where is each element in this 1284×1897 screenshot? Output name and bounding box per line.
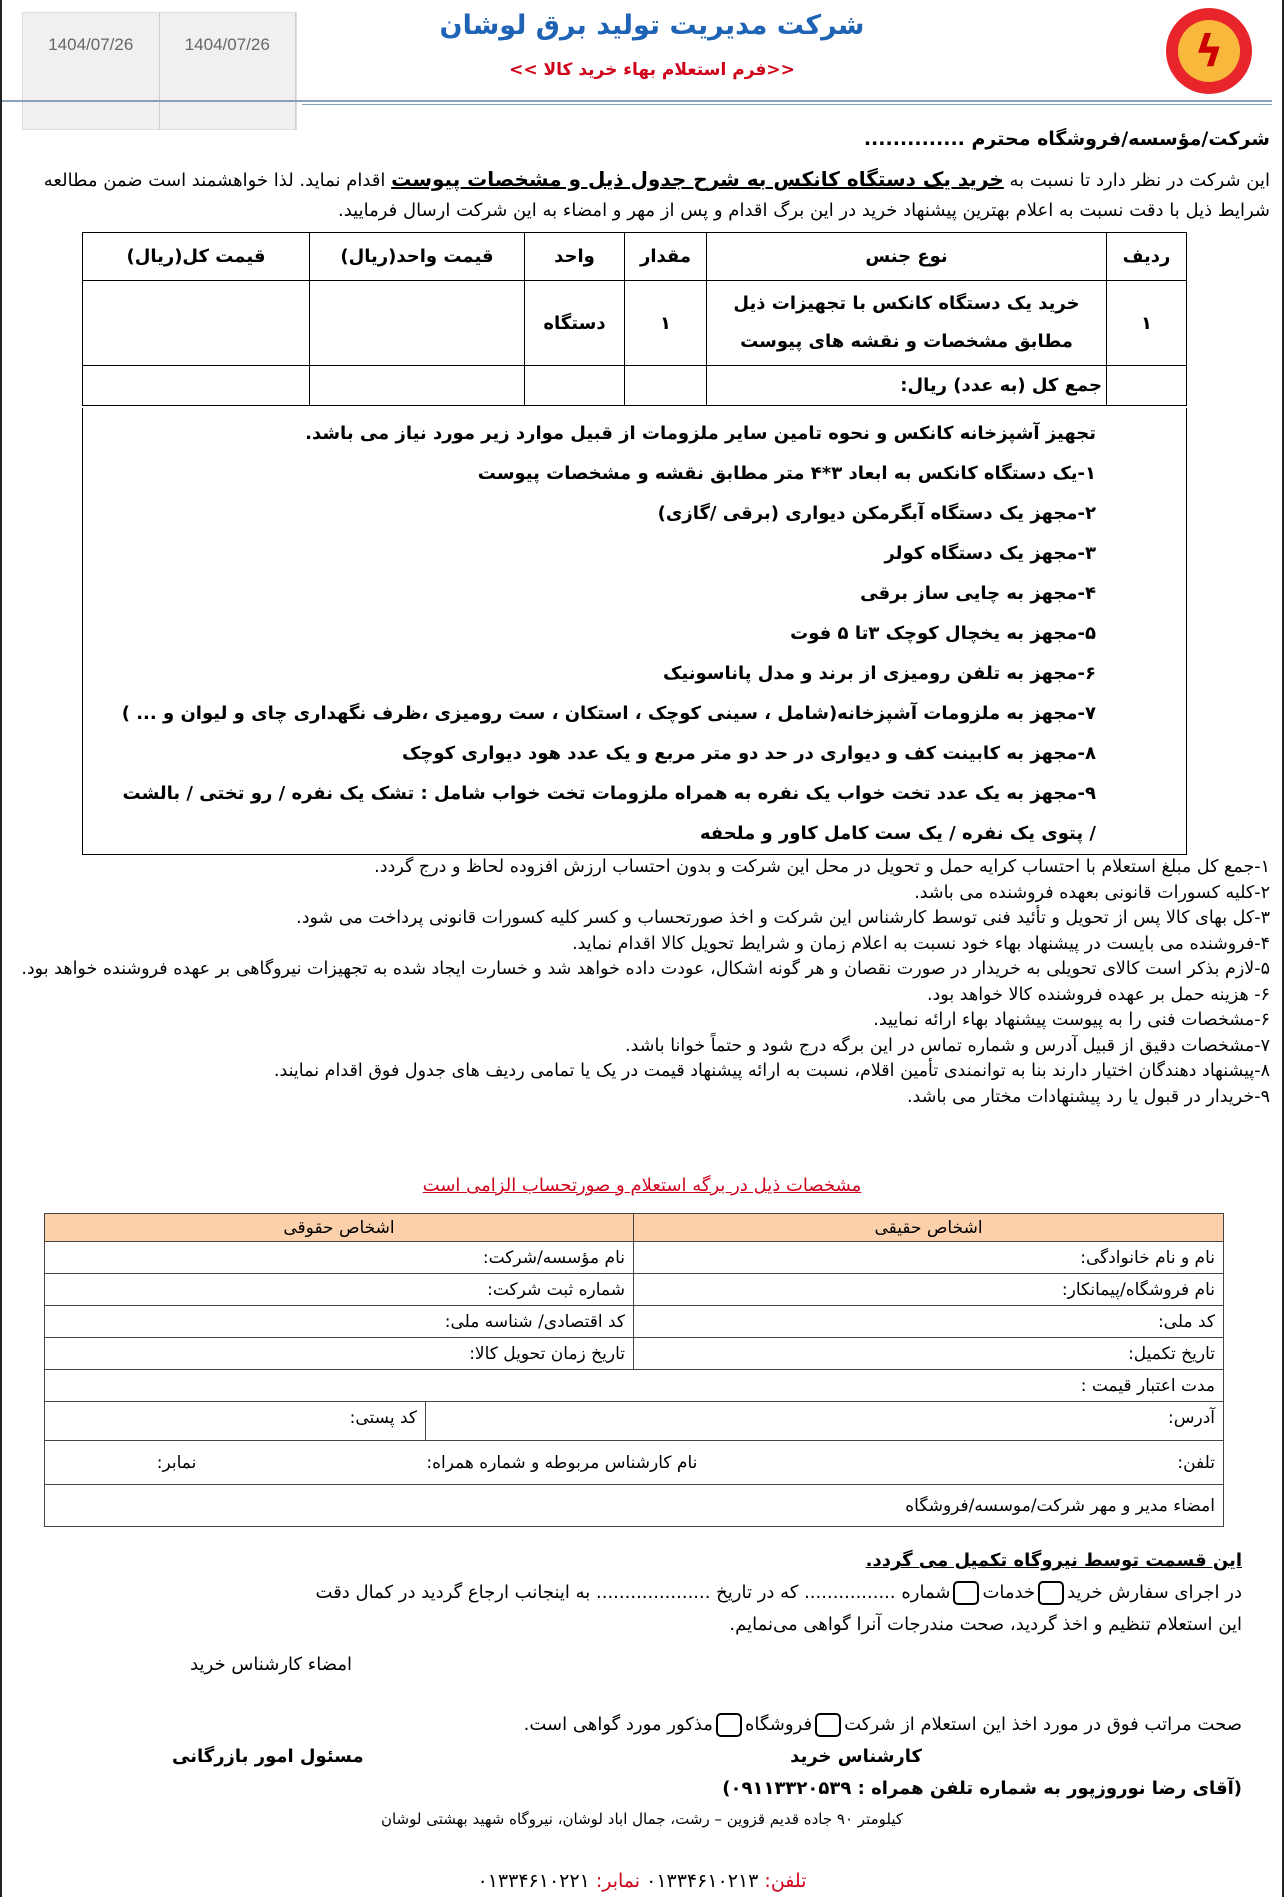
text: ۶- هزینه حمل بر عهده فروشنده کالا خواهد بود. — [926, 984, 1270, 1005]
text: ۶-مجهز به تلفن رومیزی از برند و مدل پاناسونیک — [662, 663, 1096, 684]
text: ۰۱۳۳۴۶۱۰۲۱۳ — [646, 1870, 759, 1892]
text: ۴-مجهز به چایی ساز برقی — [860, 583, 1096, 604]
text: دستگاه — [525, 281, 625, 366]
text: جمع کل (به عدد) ریال: — [707, 366, 1107, 406]
footer-address: کیلومتر ۹۰ جاده قدیم قزوین – رشت، جمال اباد لوشان، نیروگاه شهید بهشتی لوشان — [380, 1810, 904, 1828]
divider — [2, 100, 1272, 102]
signature-field: امضاء مدیر و مهر شرکت/موسسه/فروشگاه — [45, 1485, 1224, 1527]
total-row — [83, 366, 1187, 406]
text: (آقای رضا نوروزپور به شماره تلفن همراه : ۰۹۱۱۳۳۲۰۵۳۹) — [722, 1778, 1242, 1799]
text: نام کارشناس مربوطه و شماره همراه: — [426, 1452, 698, 1473]
col-header: قیمت کل(ریال) — [83, 233, 310, 281]
field[interactable]: کد ملی: — [634, 1306, 1224, 1338]
col-header: مقدار — [625, 233, 707, 281]
text: ۸-مجهز به کابینت کف و دیواری در حد دو متر مربع و یک عدد هود دیواری کوچک — [401, 743, 1096, 764]
field[interactable]: نام مؤسسه/شرکت: — [45, 1242, 634, 1274]
text: اقدام نماید. لذا خواهشمند است ضمن مطالعه شرایط ذیل با دقت نسبت به اعلام بهترین پیشنهاد خرید در این برگ اقدام و پس از مهر و امضاء به این شرکت ارسال فرمایید. — [43, 170, 1270, 221]
text: فروشگاه — [744, 1714, 813, 1735]
field: آدرس: — [425, 1402, 1223, 1440]
plant-section — [42, 1545, 1242, 1805]
field[interactable]: شماره ثبت شرکت: — [45, 1274, 634, 1306]
company-logo: ϟ — [1166, 8, 1252, 94]
items-table — [82, 232, 1187, 406]
col-header: قیمت واحد(ریال) — [310, 233, 525, 281]
text: شماره ................ که در تاریخ .................... به اینجانب ارجاع گردید در کمال دقت — [315, 1582, 951, 1603]
text: نمابر: — [156, 1452, 197, 1473]
text: مذکور مورد گواهی است. — [523, 1714, 713, 1735]
text: تجهیز آشپزخانه کانکس و نحوه تامین سایر ملزومات از قبیل موارد زیر مورد نیاز می باشد. — [305, 423, 1096, 444]
date: 1404/07/26 — [23, 13, 160, 129]
table-row — [83, 281, 1187, 366]
text: ۲-کلیه کسورات قانونی بعهده فروشنده می باشد. — [914, 882, 1270, 903]
conditions-list — [14, 855, 1270, 1110]
col-header: نوع جنس — [707, 233, 1107, 281]
text: ۹-مجهز به یک عدد تخت خواب یک نفره به همراه ملزومات تخت خواب شامل : تشک یک نفره / رو تختی / بالشت — [122, 783, 1096, 804]
field: کد پستی: — [349, 1408, 417, 1428]
field[interactable]: تاریخ تکمیل: — [634, 1338, 1224, 1370]
date-stamp — [22, 12, 297, 130]
text: ۹-خریدار در قبول یا رد پیشنهادات مختار می باشد. — [906, 1086, 1270, 1107]
text: ۳-مجهز یک دستگاه کولر — [884, 543, 1096, 564]
divider — [302, 104, 1272, 105]
text: ۱ — [1107, 281, 1187, 366]
text: ۷-مجهز به ملزومات آشپزخانه(شامل ، سینی کوچک ، استکان ، ست رومیزی ،ظرف نگهداری چای و لیوان و ... ) — [121, 703, 1096, 724]
checkbox-company[interactable] — [815, 1713, 841, 1737]
text: ۲-مجهز یک دستگاه آبگرمکن دیواری (برقی /گازی) — [657, 503, 1096, 524]
text: ۳-کل بهای کالا پس از تحویل و تأئید فنی توسط کارشناس این شرکت و اخذ صورتحساب و کسر کلیه کسورات قانونی پرداخت می شود. — [296, 908, 1270, 928]
text: این قسمت توسط نیروگاه تکمیل می گردد. — [865, 1550, 1242, 1571]
checkbox-store[interactable] — [716, 1713, 742, 1737]
col-header: واحد — [525, 233, 625, 281]
salutation: شرکت/مؤسسه/فروشگاه محترم .............. — [863, 128, 1270, 150]
footer-contact — [2, 1870, 1282, 1892]
text: ۱-جمع کل مبلغ استعلام با احتساب کرایه حمل و تحویل در محل این شرکت و بدون احتساب ارزش افزوده لحاظ و درج گردد. — [374, 857, 1270, 877]
date: 1404/07/26 — [160, 13, 297, 129]
text: ۱-یک دستگاه کانکس به ابعاد ۳*۴ متر مطابق نقشه و مشخصات پیوست — [477, 463, 1096, 484]
field[interactable]: تاریخ زمان تحویل کالا: — [45, 1338, 634, 1370]
text: ۸-پیشنهاد دهندگان اختیار دارند بنا به توانمندی تأمین اقلام، نسبت به ارائه پیشنهاد قیمت در یک یا تمامی ردیف های جدول فوق اقدام نمایند. — [273, 1061, 1270, 1081]
text: امضاء کارشناس خرید — [190, 1654, 352, 1675]
text: نمابر: — [595, 1870, 641, 1892]
text: تلفن: — [1177, 1452, 1215, 1473]
col-header: ردیف — [1107, 233, 1187, 281]
field[interactable]: کد اقتصادی/ شناسه ملی: — [45, 1306, 634, 1338]
text: خدمات — [982, 1582, 1036, 1603]
text: این استعلام تنظیم و اخذ گردید، صحت مندرجات آنرا گواهی می‌نمایم. — [729, 1614, 1242, 1635]
text: ۵-لازم بذکر است کالای تحویلی به خریدار در صورت نقصان و هر گونه اشکال، عودت داده خواهد شد و خسارت ایجاد شده به تجهیزات نیروگاهی بر عهده فروشنده خواهد بود. — [21, 959, 1270, 979]
text: ۰۱۳۳۴۶۱۰۲۲۱ — [477, 1870, 590, 1892]
vendor-info-table — [44, 1213, 1224, 1527]
text: مسئول امور بازرگانی — [172, 1746, 364, 1767]
intro-paragraph — [14, 164, 1270, 226]
text: در اجرای سفارش خرید — [1067, 1582, 1242, 1603]
company-name: شرکت مدیریت تولید برق لوشان — [439, 10, 865, 41]
text: صحت مراتب فوق در مورد اخذ این استعلام از شرکت — [844, 1714, 1242, 1735]
text: / پتوی یک نفره / یک ست کامل کاور و ملحفه — [699, 823, 1096, 844]
text: ۴-فروشنده می بایست در پیشنهاد بهاء خود نسبت به اعلام زمان و شرایط تحویل کالا اقدام نماید. — [572, 933, 1270, 954]
info-heading: مشخصات ذیل در برگه استعلام و صورتحساب الزامی است — [422, 1175, 862, 1196]
field[interactable]: نام و نام خانوادگی: — [634, 1242, 1224, 1274]
text: تلفن: — [764, 1870, 807, 1892]
text: اشخاص حقیقی — [634, 1214, 1224, 1242]
text: خرید یک دستگاه کانکس با تجهیزات ذیل مطابق مشخصات و نقشه های پیوست — [707, 281, 1107, 366]
text: ۶-مشخصات فنی را به پیوست پیشنهاد بهاء ارائه نمایید. — [873, 1010, 1270, 1030]
checkbox-purchase[interactable] — [1038, 1581, 1064, 1605]
checkbox-services[interactable] — [953, 1581, 979, 1605]
field[interactable]: مدت اعتبار قیمت : — [45, 1370, 1224, 1402]
text — [310, 281, 525, 366]
field[interactable]: نام فروشگاه/پیمانکار: — [634, 1274, 1224, 1306]
text: این شرکت در نظر دارد تا نسبت به — [1003, 170, 1270, 191]
requirements-list — [82, 408, 1187, 855]
text: خرید یک دستگاه کانکس به شرح جدول ذیل و مشخصات پیوست — [391, 167, 1004, 191]
text: ۷-مشخصات دقیق از قبیل آدرس و شماره تماس در این برگه درج شود و حتماً خوانا باشد. — [625, 1035, 1270, 1056]
form-title: <<فرم استعلام بهاء خرید کالا >> — [509, 60, 795, 80]
text: ۵-مجهز به یخچال کوچک ۳تا ۵ فوت — [790, 623, 1096, 644]
text: ۱ — [625, 281, 707, 366]
text: اشخاص حقوقی — [45, 1214, 634, 1242]
text: کارشناس خرید — [790, 1746, 922, 1767]
text — [83, 281, 310, 366]
